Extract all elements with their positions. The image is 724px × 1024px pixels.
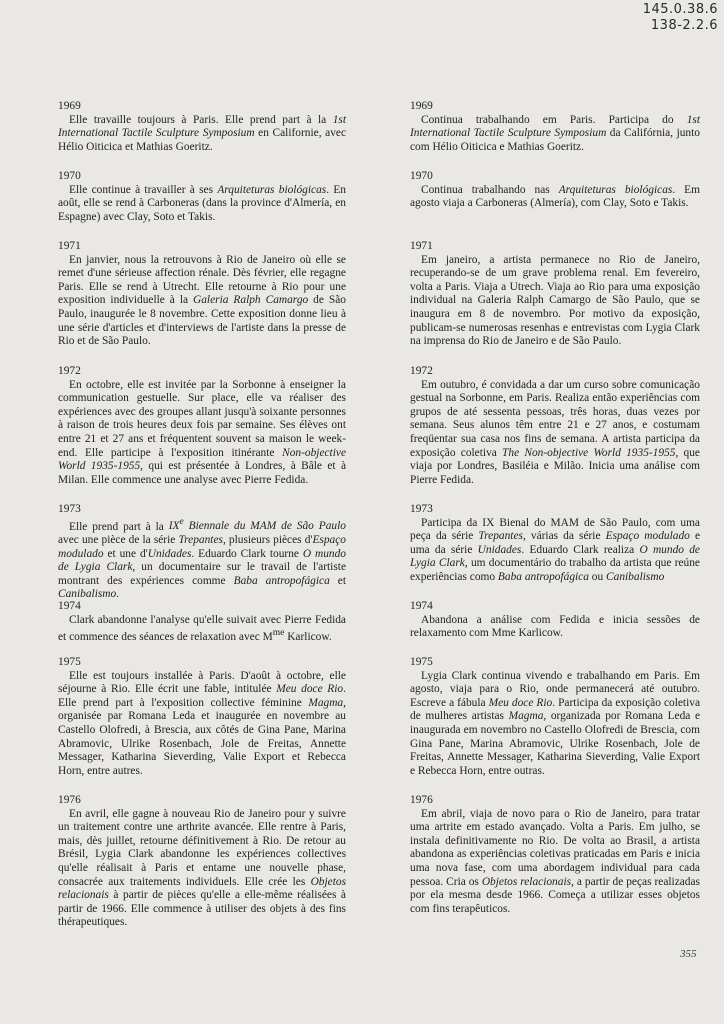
entry-text: En janvier, nous la retrouvons à Rio de Janeiro où elle se remet d'une sérieuse affection rénale. Dès février, elle regagne Paris. Elle se rend à Utrecht. Elle retourne à Rio pour une exposition individuelle à la Galeria Ralph Camargo de São Paulo, inaugurée le 8 novembre. Cette exposition donne lieu à une série d'articles et d'interviews de l'artiste dans la presse de Rio et de São Paulo. xyxy=(58,253,346,348)
entry-text: En avril, elle gagne à nouveau Rio de Janeiro pour y suivre un traitement contre une arthrite avancée. Elle rentre à Paris, mais, dès juillet, retourne définitivement à Rio. De retour au Brésil, Lygia Clark abandonne les expériences collectives qu'elle réalisait à Paris et entame une nouvelle phase, consacrée aux traitements individuels. Elle crée les Objetos relacionais à partir de pièces qu'elle a elle-même réalisées à partir de 1966. Elle commence à utiliser des objets à des fins thérapeutiques. xyxy=(58,807,346,929)
entry-year: 1973 xyxy=(58,503,81,515)
chronology-entry-fr xyxy=(58,600,346,645)
entry-text: Abandona a análise com Fedida e inicia sessões de relaxamento com Mme Karlicow. xyxy=(410,613,700,640)
entry-text: Em abril, viaja de novo para o Rio de Janeiro, para tratar uma artrite em estado avançado. Volta a Paris. Em julho, se instala definitivamente no Rio. De volta ao Brasil, a artista abandona as experiências coletivas praticadas em Paris e inicia uma nova fase, com uma abordagem individual para cada pessoa. Cria os Objetos relacionais, a partir de peças realizadas por ela mesma desde 1966. Começa a utilizar esses objetos com fins terapêuticos. xyxy=(410,807,700,915)
chronology-entry-fr xyxy=(58,170,346,224)
entry-text: Em janeiro, a artista permanece no Rio de Janeiro, recuperando-se de um grave problema renal. Em fevereiro, volta a Paris. Viaja a Utrech. Viaja ao Rio para uma exposição individual na Galeria Ralph Camargo de São Paulo, que se inaugura em 8 de novembro. Por motivo da exposição, publicam-se numerosas resenhas e entrevistas com Lygia Clark na imprensa do Rio de Janeiro e de São Paulo. xyxy=(410,253,700,348)
entry-text: Elle travaille toujours à Paris. Elle prend part à la 1st International Tactile Sculpture Symposium en Californie, avec Hélio Oiticica et Mathias Goeritz. xyxy=(58,113,346,153)
chronology-entry-pt xyxy=(410,503,700,585)
entry-year: 1969 xyxy=(58,100,81,112)
entry-year: 1970 xyxy=(410,170,433,182)
archive-reference-line-1: 145.0.38.6 xyxy=(642,2,718,17)
entry-text: Elle est toujours installée à Paris. D'août à octobre, elle séjourne à Rio. Elle écrit une fable, intitulée Meu doce Rio. Elle prend part à l'exposition collective féminine Magma, organisée par Romana Leda et inaugurée en novembre au Castello Olofredi, à Brescia, aux côtés de Gina Pane, Marina Abramovic, Ulrike Rosenbach, Jole de Freitas, Annette Messager, Katharina Sieverding, Valie Export et Rebecca Horn, entre autres. xyxy=(58,669,346,777)
chronology-entry-pt xyxy=(410,240,700,349)
entry-text: Continua trabalhando em Paris. Participa do 1st International Tactile Sculpture Symposium da Califórnia, junto com Hélio Oiticica e Mathias Goeritz. xyxy=(410,113,700,153)
chronology-entry-pt xyxy=(410,170,700,211)
entry-text: En octobre, elle est invitée par la Sorbonne à enseigner la communication gestuelle. Sur place, elle va réaliser des expériences avec des groupes allant jusqu'à soixante personnes à raison de trois heures deux fois par semaine. Ses élèves ont entre 21 et 27 ans et fréquentent souvent sa maison le week-end. Elle participe à l'exposition itinérante Non-objective World 1935-1955, qui est présentée à Londres, à Bâle et à Milan. Elle commence une analyse avec Pierre Fedida. xyxy=(58,378,347,486)
entry-year: 1972 xyxy=(410,365,433,377)
entry-year: 1975 xyxy=(410,656,433,668)
archive-reference-note xyxy=(643,2,718,34)
entry-year: 1976 xyxy=(410,794,433,806)
entry-text: Participa da IX Bienal do MAM de São Paulo, com uma peça da série Trepantes, várias da série Espaço modulado e uma da série Unidades. Eduardo Clark realiza O mundo de Lygia Clark, um documentário do trabalho da artista que reúne experiências como Baba antropofágica ou Canibalismo xyxy=(410,516,700,583)
entry-year: 1972 xyxy=(58,365,81,377)
entry-year: 1975 xyxy=(58,656,81,668)
entry-text: Em outubro, é convidada a dar um curso sobre comunicação gestual na Sorbonne, em Paris. Realiza então experiências com grupos de até sessenta pessoas, três horas, duas vezes por semana. Seus alunos têm entre 21 e 27 anos, e costumam freqüentar sua casa nos fins de semana. A artista participa da exposição coletiva The Non-objective World 1935-1955, que viaja por Londres, Basiléia e Milão. Inicia uma análise com Pierre Fedida. xyxy=(410,378,700,486)
archive-reference-line-2: 138-2.2.6 xyxy=(650,18,718,33)
chronology-entry-fr xyxy=(58,365,346,487)
entry-year: 1971 xyxy=(58,240,81,252)
entry-year: 1969 xyxy=(410,100,433,112)
entry-text: Continua trabalhando nas Arquiteturas biológicas. Em agosto viaja a Carboneras (Almería), com Clay, Soto e Takis. xyxy=(410,183,700,210)
chronology-entry-fr xyxy=(58,503,346,602)
entry-year: 1974 xyxy=(410,600,433,612)
entry-year: 1971 xyxy=(410,240,433,252)
chronology-entry-fr xyxy=(58,656,346,778)
chronology-entry-fr xyxy=(58,240,346,349)
entry-year: 1976 xyxy=(58,794,81,806)
chronology-entry-pt xyxy=(410,365,700,487)
chronology-entry-pt xyxy=(410,600,700,641)
chronology-entry-fr xyxy=(58,794,346,930)
chronology-entry-fr xyxy=(58,100,346,154)
chronology-entry-pt xyxy=(410,656,700,778)
entry-text: Lygia Clark continua vivendo e trabalhando em Paris. Em agosto, viaja para o Rio, onde permanecerá até outubro. Escreve a fábula Meu doce Rio. Participa da exposição coletiva de mulheres artistas Magma, organizada por Romana Leda e inaugurada em novembro no Castello Olofredi de Brescia, com Gina Pane, Marina Abramovic, Ulrike Rosenbach, Jole de Freitas, Annette Messager, Katharina Sieverding, Valie Export e Rebecca Horn, entre outras. xyxy=(410,669,701,777)
entry-year: 1970 xyxy=(58,170,81,182)
entry-year: 1973 xyxy=(410,503,433,515)
entry-year: 1974 xyxy=(58,600,81,612)
entry-text: Clark abandonne l'analyse qu'elle suivait avec Pierre Fedida et commence des séances de relaxation avec $M^{me}$ Karlicow. xyxy=(58,613,346,643)
entry-text: Elle continue à travailler à ses Arquiteturas biológicas. En août, elle se rend à Carboneras (dans la province d'Almería, en Espagne) avec Clay, Soto et Takis. xyxy=(58,183,346,223)
chronology-entry-pt xyxy=(410,100,700,154)
chronology-entry-pt xyxy=(410,794,700,916)
entry-text: Elle prend part à la IXe Biennale du MAM de São Paulo avec une pièce de la série Trepantes, plusieurs pièces d'Espaço modulado et une d'Unidades. Eduardo Clark tourne O mundo de Lygia Clark, un documentaire sur le travail de l'artiste montrant des expériences comme Baba antropofágica et Canibalismo. xyxy=(58,517,347,601)
page-number: 355 xyxy=(680,948,697,960)
